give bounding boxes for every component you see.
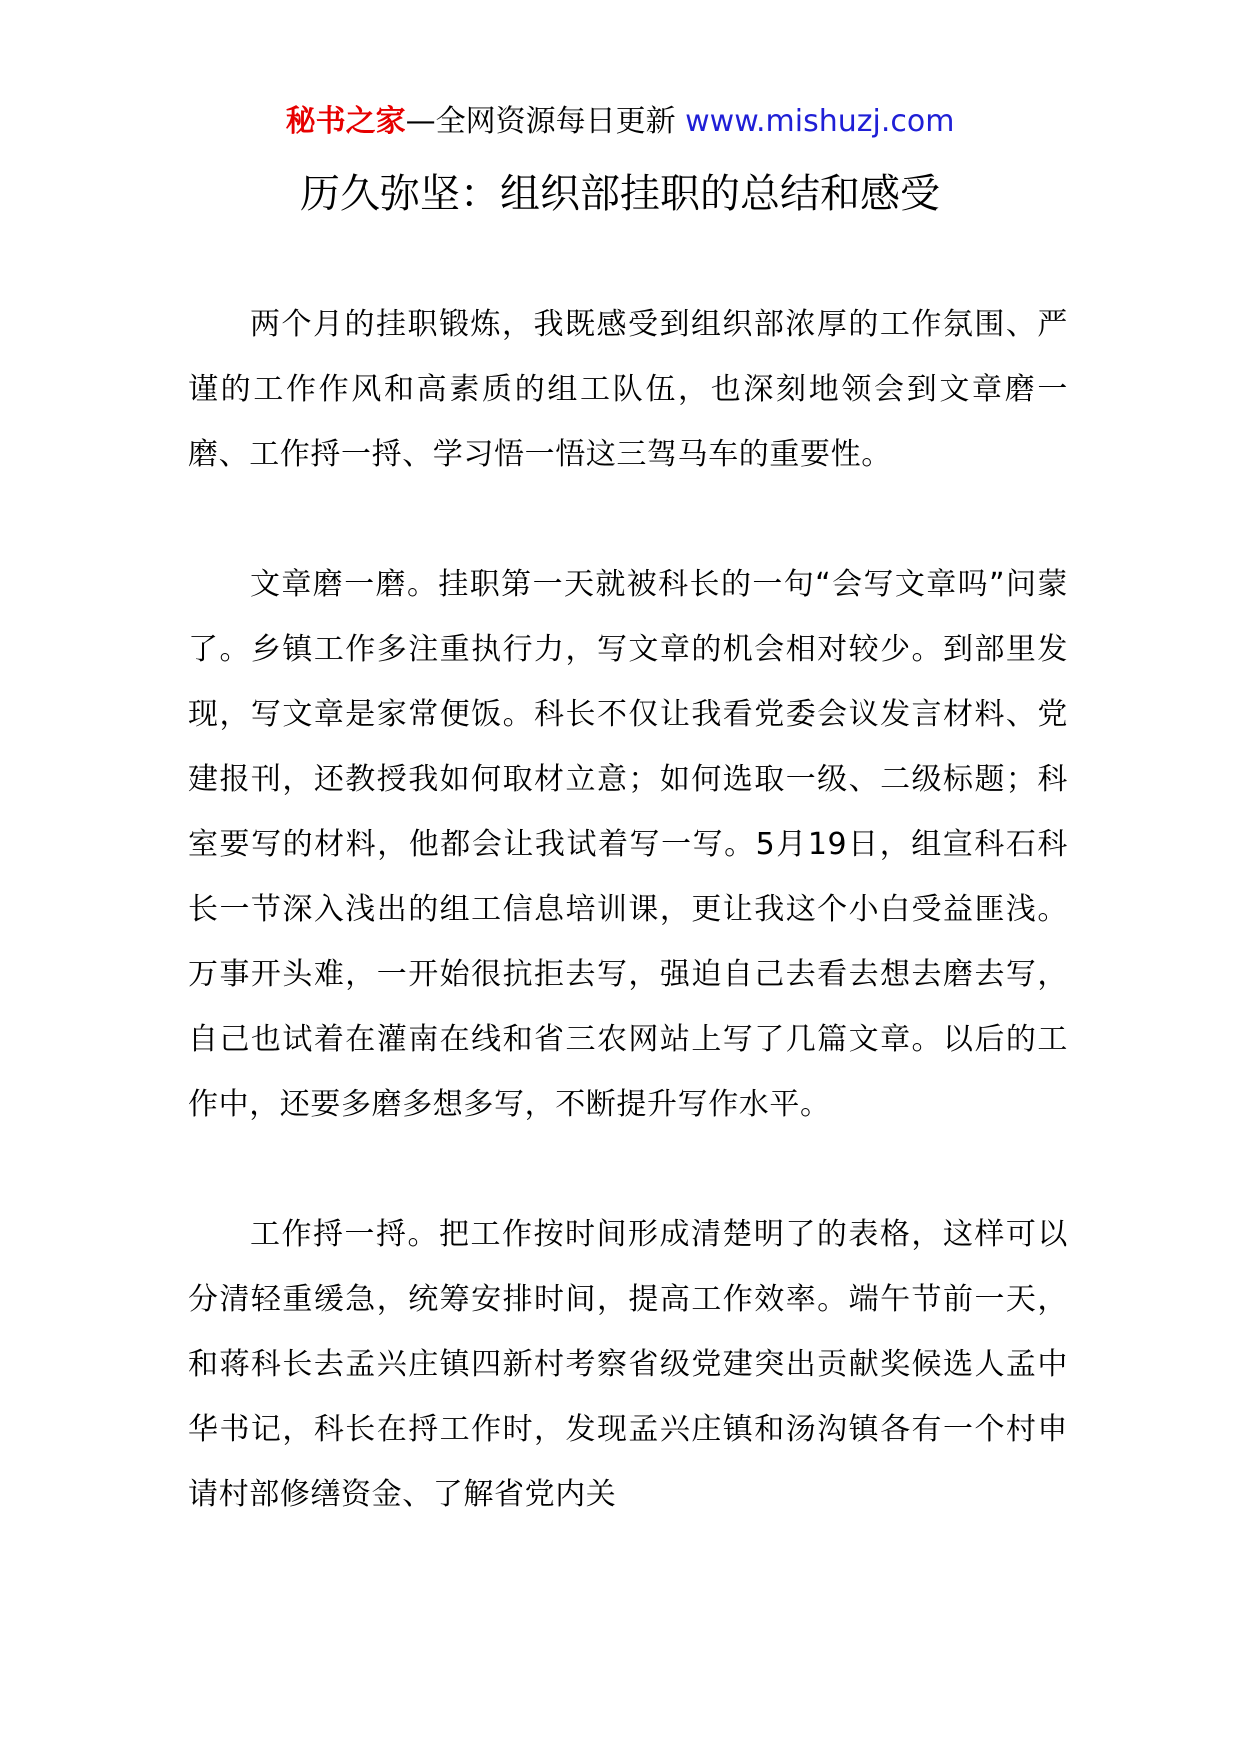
site-header xyxy=(0,100,1240,144)
paragraph-work: 工作捋一捋。把工作按时间形成清楚明了的表格，这样可以分清轻重缓急，统筹安排时间，提高工作效率。端午节前一天，和蒋科长去孟兴庄镇四新村考察省级党建突出贡献奖候选人孟中华书记，科长在捋工作时，发现孟兴庄镇和汤沟镇各有一个村申请村部修缮资金、了解省党内关 xyxy=(188,1217,1068,1512)
paragraph-intro: 两个月的挂职锻炼，我既感受到组织部浓厚的工作氛围、严谨的工作作风和高素质的组工队伍，也深刻地领会到文章磨一磨、工作捋一捋、学习悟一悟这三驾马车的重要性。 xyxy=(188,307,1068,472)
header-tagline: —全网资源每日更新 xyxy=(405,104,676,139)
document-title: 历久弥坚：组织部挂职的总结和感受 xyxy=(300,171,940,217)
site-url-link[interactable]: www.mishuzj.com xyxy=(685,104,955,139)
paragraph-writing: 文章磨一磨。挂职第一天就被科长的一句“会写文章吗”问蒙了。乡镇工作多注重执行力，写文章的机会相对较少。到部里发现，写文章是家常便饭。科长不仅让我看党委会议发言材料、党建报刊，还教授我如何取材立意；如何选取一级、二级标题；科室要写的材料，他都会让我试着写一写。5月19日，组宣科石科长一节深入浅出的组工信息培训课，更让我这个小白受益匪浅。万事开头难，一开始很抗拒去写，强迫自己去看去想去磨去写，自己也试着在灌南在线和省三农网站上写了几篇文章。以后的工作中，还要多磨多想多写，不断提升写作水平。 xyxy=(188,567,1068,1122)
document-body xyxy=(188,292,1068,1592)
brand-name: 秘书之家 xyxy=(285,104,406,139)
